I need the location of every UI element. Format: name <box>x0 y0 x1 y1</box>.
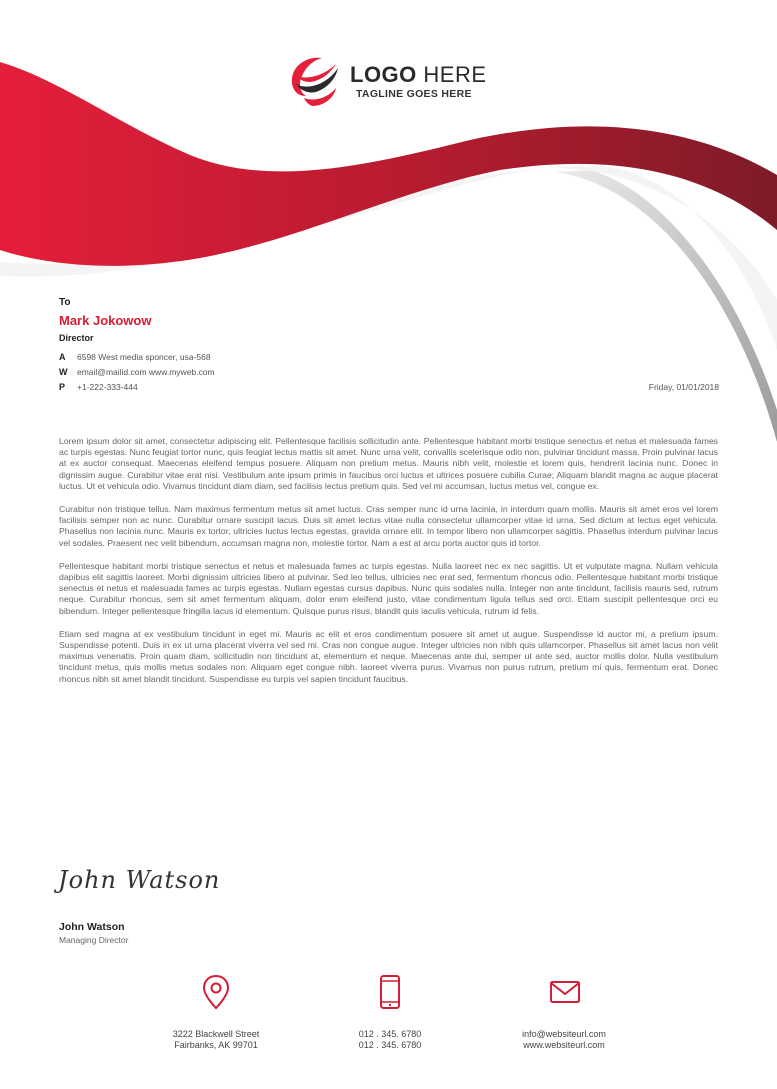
footer-email: info@websiteurl.com <box>522 1029 606 1039</box>
footer-web <box>484 1029 644 1051</box>
logo-title <box>350 62 487 88</box>
footer-phone-line2: 012 . 345. 6780 <box>358 1040 422 1050</box>
body-paragraph: Pellentesque habitant morbi tristique senectus et netus et malesuada fames ac turpis egestas. Nulla laoreet nec ex nec sagittis. Ut et vulputate magna. Nullam vehicula dapibus elit sagittis laoreet. Morbi dignissim ultricies libero at pulvinar. Sed leo tellus, ultricies nec erat sed, fermentum rhoncus odio. Pellentesque habitant morbi tristique senectus et netus et malesuada fames ac turpis egestas. Nullam egestas cursus dapibus. Nunc quis sodales nulla. Integer non ante tincidunt, facilisis mauris sed, rutrum neque. Curabitur rhoncus, sem sit amet fermentum aliquam, dolor enim eleifend justo, vitae condimentum ligula tellus sed orci. Etiam suscipit pellentesque orci eu bibendum. Integer pellentesque fringilla lacus id elementum. Quisque purus risus, blandit quis iaculis vehicula, rutrum id felis. <box>59 560 718 616</box>
footer-website: www.websiteurl.com <box>523 1040 605 1050</box>
handwritten-signature: John Watson <box>58 866 221 894</box>
letter-date: Friday, 01/01/2018 <box>648 382 719 392</box>
contact-value: email@mailid.com www.myweb.com <box>77 367 215 377</box>
footer-address <box>136 1029 296 1051</box>
logo-title-bold: LOGO <box>350 62 417 87</box>
footer-address-line2: Fairbanks, AK 99701 <box>174 1040 258 1050</box>
contact-row-address <box>59 352 211 362</box>
to-label: To <box>59 297 71 308</box>
signer-name: John Watson <box>59 921 125 933</box>
contact-row-phone <box>59 382 138 392</box>
envelope-icon <box>549 974 581 1010</box>
mobile-phone-icon <box>375 974 405 1010</box>
gray-wave <box>555 170 777 442</box>
recipient-name: Mark Jokowow <box>59 313 152 328</box>
body-paragraph: Curabitur non tristique tellus. Nam maximus fermentum metus sit amet luctus. Cras semper nunc id urna lacinia, in interdum quam mollis. Mauris sit amet eros vel lorem facilisis semper non ac nunc. Curabitur ornare suscipit lacus. Duis sit amet lectus vitae nulla consectetur ullamcorper vitae id urna. Sed dictum at lectus eget vehicula. Phasellus non lacinia nunc. Mauris ex tortor, ultricies luctus lectus egestas, gravida ornare elit. In tempor libero non ullamcorper sagittis. Phasellus interdum pulvinar lacus vel sodales. Praesent nec velit bibendum, accumsan magna non, molestie tortor. Nam a est at arcu porta auctor quis id tortor. <box>59 504 718 548</box>
footer-phone-line1: 012 . 345. 6780 <box>358 1029 422 1039</box>
logo-title-light: HERE <box>423 62 487 87</box>
contact-key: P <box>59 382 66 392</box>
letter-body <box>59 436 718 697</box>
footer-address-line1: 3222 Blackwell Street <box>172 1029 260 1039</box>
body-paragraph: Lorem ipsum dolor sit amet, consectetur adipiscing elit. Pellentesque facilisis sollicitudin ante. Pellentesque habitant morbi tristique senectus et netus et malesuada fames ac turpis egestas. Nunc feugiat tortor nunc, quis feugiat lectus mattis sit amet. Nunc urna velit, convallis scelerisque odio non, pulvinar tincidunt massa. Proin pulvinar lacus at ex auctor consequat. Maecenas eleifend tempus posuere. Aliquam non pretium metus. Mauris nibh velit, molestie et lorem quis, hendrerit lacinia nunc. Donec in dignissim augue. Curabitur vitae erat nisi. Vestibulum ante ipsum primis in faucibus orci luctus et ultrices posuere cubilia Curae; Aliquam blandit magna ac augue placerat luctus. Ut et vehicula odio. Vivamus tincidunt diam diam, sed facilisis lectus pretium quis. Sed vel mi accumsan, luctus metus vel, congue ex. <box>59 436 718 491</box>
contact-key: W <box>59 367 68 377</box>
signer-title: Managing Director <box>59 935 129 945</box>
body-paragraph: Etiam sed magna at ex vestibulum tincidunt in eget mi. Mauris ac elit et eros condimentum posuere sit amet ut augue. Suspendisse id auctor mi, a pretium ipsum. Suspendisse potenti. Duis in ex ut urna placerat viverra vel sed mi. Cras non congue augue. Integer ultricies non nibh quis ullamcorper. Phasellus sit amet lacus non velit maximus venenatis. Proin quam diam, sollicitudin non tincidunt at, elementum et neque. Maecenas ante dui, semper ut ante sed, auctor mollis dolor. Nulla vestibulum tincidunt metus, quis mollis metus sodales non. Aliquam eget congue nibh. laoreet viverra purus. Vivamus non purus rutrum, pretium mi quis, fermentum erat. Donec rhoncus nibh sit amet blandit tincidunt. Suspendisse eu turpis vel sapien tincidunt faucibus. <box>59 628 718 684</box>
signature-underline <box>58 898 258 899</box>
contact-key: A <box>59 352 66 362</box>
logo-tagline: TAGLINE GOES HERE <box>356 88 472 100</box>
footer-phone <box>310 1029 470 1051</box>
contact-value: 6598 West media sponcer, usa-568 <box>77 352 211 362</box>
contact-row-web <box>59 367 215 377</box>
contact-value: +1-222-333-444 <box>77 382 138 392</box>
location-pin-icon <box>201 974 231 1010</box>
swoosh-globe-icon <box>284 54 342 108</box>
recipient-title: Director <box>59 333 94 343</box>
